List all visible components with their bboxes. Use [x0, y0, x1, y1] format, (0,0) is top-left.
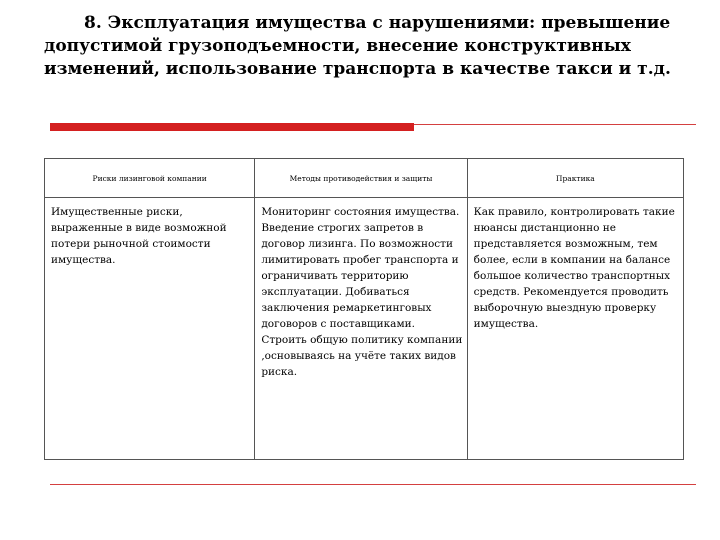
accent-bar	[50, 123, 414, 131]
cell-practice: Как правило, контролировать такие нюансы дистанционно не представляется возможным, тем более, если в компании на балансе большое количество транспортных средств. Рекомендуется проводить выборочную выездную проверку имущества.	[467, 198, 683, 460]
slide-title: 8. Эксплуатация имущества с нарушениями: превышение допустимой грузоподъемности, внесение конструктивных изменений, использование транспорта в качестве такси и т.д.	[44, 13, 671, 79]
header-methods: Методы противодействия и защиты	[255, 159, 467, 198]
risk-table	[44, 158, 684, 460]
table-header-row	[45, 159, 684, 198]
table-row	[45, 198, 684, 460]
cell-methods: Мониторинг состояния имущества. Введение строгих запретов в договор лизинга. По возможности лимитировать пробег транспорта и ограничивать территорию эксплуатации. Добиваться заключения ремаркетинговых договоров с поставщиками. Строить общую политику компании ,основываясь на учёте таких видов риска.	[255, 198, 467, 460]
header-risks: Риски лизинговой компании	[45, 159, 255, 198]
header-practice: Практика	[467, 159, 683, 198]
bottom-divider	[50, 484, 696, 485]
cell-risks: Имущественные риски, выраженные в виде возможной потери рыночной стоимости имущества.	[45, 198, 255, 460]
top-divider	[414, 124, 696, 125]
